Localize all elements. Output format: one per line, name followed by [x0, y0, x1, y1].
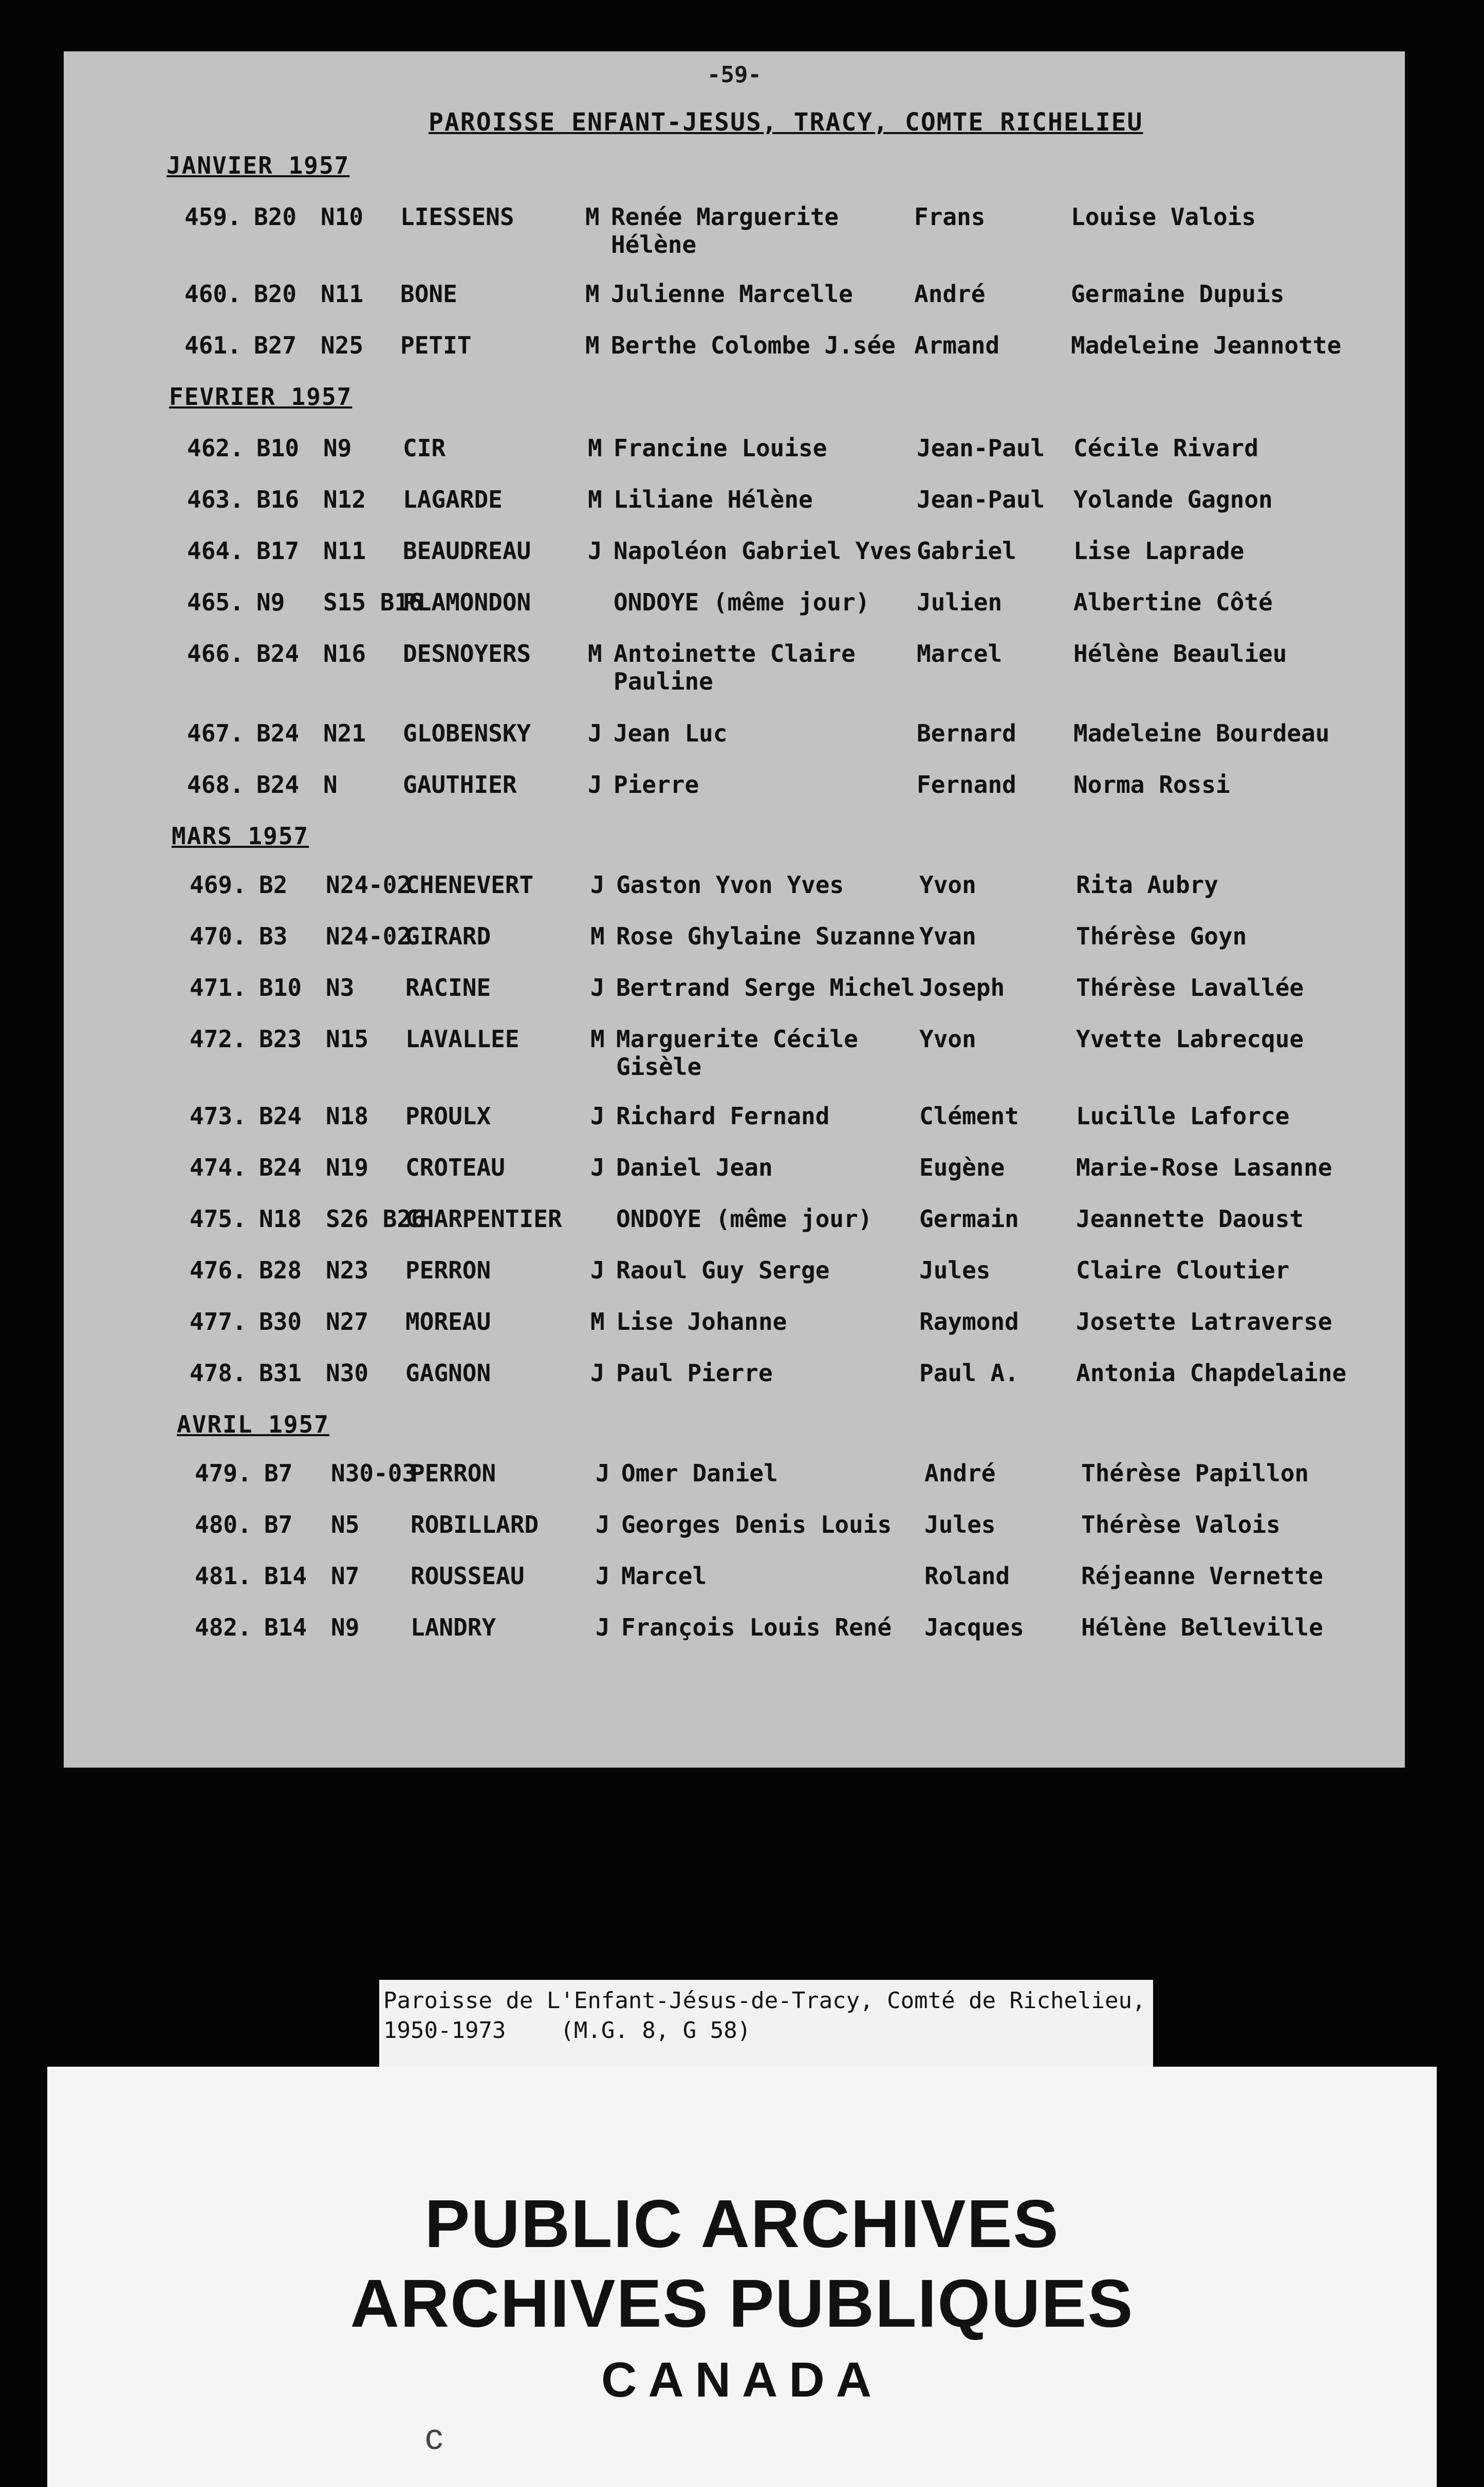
month-heading: FEVRIER 1957 [169, 383, 353, 411]
entry-sex: M [588, 486, 602, 513]
entry-num: 474. [190, 1154, 247, 1181]
entry-surname: CIR [403, 434, 446, 462]
entry-death: N11 [323, 537, 366, 565]
caption-parish: Paroisse de L'Enfant-Jésus-de-Tracy, Comté de Richelieu, [383, 1988, 1146, 2014]
entry-birth: B31 [259, 1359, 302, 1387]
entry-death: N [323, 771, 338, 799]
entry-num: 480. [195, 1511, 252, 1538]
entry-father: Eugène [919, 1154, 1005, 1181]
entry-sex: M [585, 203, 600, 231]
entry-first: Pierre [614, 771, 699, 799]
entry-father: Germain [919, 1205, 1019, 1233]
entry-death: N25 [321, 331, 364, 359]
entry-sex: J [596, 1613, 610, 1641]
page-number: -59- [707, 62, 762, 88]
entry-father: Jules [919, 1256, 991, 1284]
entry-first: Rose Ghylaine Suzanne [616, 922, 915, 950]
entry-first: Jean Luc [614, 719, 728, 747]
entry-father: Roland [924, 1562, 1010, 1590]
entry-sex: J [596, 1459, 610, 1487]
entry-surname: DESNOYERS [403, 640, 531, 667]
entry-birth: B7 [264, 1511, 293, 1538]
entry-death: N24-02 [326, 871, 412, 899]
register-row [190, 871, 1387, 926]
entry-mother: Norma Rossi [1073, 771, 1230, 799]
entry-surname: GAGNON [405, 1359, 491, 1387]
entry-first: ONDOYE (même jour) [614, 588, 870, 616]
entry-death: N18 [326, 1102, 369, 1130]
entry-first: Raoul Guy Serge [616, 1256, 830, 1284]
register-row [187, 719, 1384, 775]
entry-num: 469. [190, 871, 247, 899]
month-heading: JANVIER 1957 [166, 152, 350, 179]
entry-sex: J [590, 1359, 605, 1387]
entry-surname: BEAUDREAU [403, 537, 531, 565]
entry-num: 475. [190, 1205, 247, 1233]
entry-father: Marcel [917, 640, 1003, 667]
entry-father: Raymond [919, 1308, 1019, 1335]
entry-father: Jules [924, 1511, 996, 1538]
entry-first: Berthe Colombe J.sée [611, 331, 896, 359]
stamp-line-archives-publiques: ARCHIVES PUBLIQUES [350, 2266, 1134, 2341]
entry-sex: M [588, 640, 602, 667]
entry-first: Marcel [621, 1562, 707, 1590]
entry-num: 462. [187, 434, 244, 462]
entry-father: Jacques [924, 1613, 1024, 1641]
entry-first: Georges Denis Louis [621, 1511, 892, 1538]
entry-sex: J [590, 1256, 605, 1284]
entry-first: François Louis René [621, 1613, 892, 1641]
entry-first: Francine Louise [614, 434, 827, 462]
entry-first: Renée Marguerite Hélène [611, 203, 839, 258]
entry-num: 461. [184, 331, 242, 359]
register-row [184, 331, 1382, 387]
entry-mother: Hélène Beaulieu [1073, 640, 1287, 667]
entry-surname: CHENEVERT [405, 871, 534, 899]
entry-father: Yvan [919, 922, 976, 950]
entry-death: N30-03 [331, 1459, 417, 1487]
entry-first: Gaston Yvon Yves [616, 871, 844, 899]
register-row [190, 1025, 1387, 1081]
entry-surname: MOREAU [405, 1308, 491, 1335]
entry-first: Lise Johanne [616, 1308, 787, 1335]
entry-father: Paul A. [919, 1359, 1019, 1387]
entry-mother: Josette Latraverse [1076, 1308, 1332, 1335]
entry-sex: J [588, 537, 602, 565]
entry-sex: J [596, 1562, 610, 1590]
caption-reference [383, 2016, 1149, 2046]
entry-num: 481. [195, 1562, 252, 1590]
entry-surname: LAVALLEE [405, 1025, 520, 1053]
entry-mother: Yolande Gagnon [1073, 486, 1273, 513]
entry-first: Daniel Jean [616, 1154, 773, 1181]
entry-mother: Madeleine Jeannotte [1071, 331, 1342, 359]
entry-mother: Cécile Rivard [1073, 434, 1259, 462]
entry-death: N10 [321, 203, 364, 231]
register-row [195, 1459, 1392, 1515]
register-row [190, 1205, 1387, 1260]
entry-num: 466. [187, 640, 244, 667]
entry-birth: B24 [259, 1102, 302, 1130]
entry-first: Marguerite Cécile Gisèle [616, 1025, 858, 1081]
entry-surname: GLOBENSKY [403, 719, 531, 747]
register-row [187, 486, 1384, 541]
entry-birth: B24 [259, 1154, 302, 1181]
register-row [190, 1102, 1387, 1158]
entry-birth: B16 [256, 486, 300, 513]
entry-death: N16 [323, 640, 366, 667]
entry-mother: Madeleine Bourdeau [1073, 719, 1330, 747]
entry-num: 460. [184, 280, 242, 308]
entry-birth: B28 [259, 1256, 302, 1284]
entry-death: N9 [331, 1613, 360, 1641]
register-row [187, 588, 1384, 644]
entry-death: N19 [326, 1154, 369, 1181]
entry-surname: GIRARD [405, 922, 491, 950]
entry-sex: M [590, 1025, 605, 1053]
entry-first: Antoinette Claire Pauline [614, 640, 856, 695]
entry-father: Jean-Paul [917, 434, 1045, 462]
entry-sex: J [596, 1511, 610, 1538]
entry-birth: B20 [254, 280, 297, 308]
caption-years: 1950-1973 [383, 2017, 506, 2044]
entry-num: 478. [190, 1359, 247, 1387]
stamp-pen-mark: c [425, 2417, 443, 2457]
entry-death: N15 [326, 1025, 369, 1053]
entry-sex: J [590, 1102, 605, 1130]
register-row [187, 640, 1384, 695]
entry-birth: B17 [256, 537, 300, 565]
register-row [190, 1256, 1387, 1312]
entry-surname: LIESSENS [400, 203, 514, 231]
entry-birth: B24 [256, 640, 300, 667]
entry-birth: B30 [259, 1308, 302, 1335]
entry-birth: B10 [259, 974, 302, 1001]
entry-num: 467. [187, 719, 244, 747]
entry-surname: PROULX [405, 1102, 491, 1130]
entry-sex: J [590, 974, 605, 1001]
entry-mother: Rita Aubry [1076, 871, 1218, 899]
entry-death: N27 [326, 1308, 369, 1335]
entry-birth: B7 [264, 1459, 293, 1487]
entry-birth: N9 [256, 588, 285, 616]
register-row [195, 1613, 1392, 1669]
register-row [184, 280, 1382, 336]
entry-sex: M [590, 1308, 605, 1335]
entry-surname: BONE [400, 280, 457, 308]
entry-birth: B24 [256, 771, 300, 799]
entry-num: 477. [190, 1308, 247, 1335]
entry-surname: CROTEAU [405, 1154, 505, 1181]
entry-mother: Jeannette Daoust [1076, 1205, 1304, 1233]
month-heading: AVRIL 1957 [177, 1410, 329, 1438]
entry-mother: Lucille Laforce [1076, 1102, 1290, 1130]
entry-death: N11 [321, 280, 364, 308]
entry-father: Gabriel [917, 537, 1016, 565]
entry-father: Frans [914, 203, 986, 231]
register-row [190, 1154, 1387, 1209]
entry-sex: M [585, 331, 600, 359]
entry-death: N12 [323, 486, 366, 513]
entry-mother: Germaine Dupuis [1071, 280, 1285, 308]
register-row [187, 771, 1384, 826]
entry-num: 465. [187, 588, 244, 616]
caption-ref: (M.G. 8, G 58) [560, 2017, 751, 2044]
entry-surname: LANDRY [411, 1613, 496, 1641]
entry-sex: J [590, 1154, 605, 1181]
entry-birth: B14 [264, 1613, 307, 1641]
register-row [190, 1359, 1387, 1415]
entry-surname: PERRON [411, 1459, 496, 1487]
register-row [187, 537, 1384, 592]
entry-death: N30 [326, 1359, 369, 1387]
entry-surname: ROBILLARD [411, 1511, 539, 1538]
entry-birth: B20 [254, 203, 297, 231]
entry-mother: Lise Laprade [1073, 537, 1245, 565]
entry-father: Yvon [919, 871, 976, 899]
entry-surname: RACINE [405, 974, 491, 1001]
entry-father: Yvon [919, 1025, 976, 1053]
register-row [195, 1562, 1392, 1618]
entry-father: Bernard [917, 719, 1016, 747]
entry-surname: ROUSSEAU [411, 1562, 525, 1590]
stamp-line-public-archives: PUBLIC ARCHIVES [424, 2186, 1060, 2261]
entry-mother: Yvette Labrecque [1076, 1025, 1304, 1053]
register-row [190, 922, 1387, 978]
entry-birth: B2 [259, 871, 288, 899]
entry-birth: B27 [254, 331, 297, 359]
entry-death: N3 [326, 974, 355, 1001]
entry-first: Bertrand Serge Michel [616, 974, 915, 1001]
entry-mother: Antonia Chapdelaine [1076, 1359, 1347, 1387]
entry-surname: PLAMONDON [403, 588, 531, 616]
entry-first: ONDOYE (même jour) [616, 1205, 873, 1233]
entry-death: N21 [323, 719, 366, 747]
entry-mother: Marie-Rose Lasanne [1076, 1154, 1332, 1181]
entry-birth: B24 [256, 719, 300, 747]
entry-first: Liliane Hélène [614, 486, 813, 513]
entry-first: Omer Daniel [621, 1459, 778, 1487]
entry-surname: LAGARDE [403, 486, 503, 513]
register-page [64, 51, 1405, 1768]
entry-mother: Thérèse Lavallée [1076, 974, 1304, 1001]
entry-death: N24-02 [326, 922, 412, 950]
entry-surname: CHARPENTIER [405, 1205, 562, 1233]
entry-num: 473. [190, 1102, 247, 1130]
month-heading: MARS 1957 [172, 822, 309, 850]
entry-num: 476. [190, 1256, 247, 1284]
entry-mother: Albertine Côté [1073, 588, 1273, 616]
entry-death: N9 [323, 434, 352, 462]
entry-sex: M [588, 434, 602, 462]
entry-mother: Thérèse Papillon [1081, 1459, 1309, 1487]
archive-caption [379, 1980, 1153, 2071]
entry-father: Armand [914, 331, 1000, 359]
entry-sex: M [585, 280, 600, 308]
entry-num: 471. [190, 974, 247, 1001]
entry-death: N5 [331, 1511, 360, 1538]
entry-father: Clément [919, 1102, 1019, 1130]
entry-birth: B23 [259, 1025, 302, 1053]
entry-sex: J [588, 771, 602, 799]
entry-num: 464. [187, 537, 244, 565]
entry-mother: Réjeanne Vernette [1081, 1562, 1323, 1590]
stamp-line-canada: CANADA [601, 2352, 883, 2407]
entry-num: 479. [195, 1459, 252, 1487]
entry-sex: M [590, 922, 605, 950]
entry-father: Julien [917, 588, 1003, 616]
entry-father: Fernand [917, 771, 1016, 799]
entry-surname: PERRON [405, 1256, 491, 1284]
entry-first: Julienne Marcelle [611, 280, 853, 308]
entry-surname: GAUTHIER [403, 771, 517, 799]
entry-death: N23 [326, 1256, 369, 1284]
entry-birth: N18 [259, 1205, 302, 1233]
entry-surname: PETIT [400, 331, 472, 359]
entry-first: Paul Pierre [616, 1359, 773, 1387]
entry-father: Joseph [919, 974, 1005, 1001]
page-title: PAROISSE ENFANT-JESUS, TRACY, COMTE RICHELIEU [429, 108, 1143, 137]
register-row [187, 434, 1384, 490]
register-row [195, 1511, 1392, 1566]
entry-mother: Claire Cloutier [1076, 1256, 1290, 1284]
entry-father: André [924, 1459, 996, 1487]
entry-death: S15 B16 [323, 588, 423, 616]
entry-first: Napoléon Gabriel Yves [614, 537, 913, 565]
entry-num: 468. [187, 771, 244, 799]
register-row [184, 203, 1382, 258]
entry-num: 470. [190, 922, 247, 950]
entry-birth: B3 [259, 922, 288, 950]
entry-father: André [914, 280, 986, 308]
entry-mother: Hélène Belleville [1081, 1613, 1323, 1641]
register-row [190, 1308, 1387, 1363]
entry-death: N7 [331, 1562, 360, 1590]
entry-first: Richard Fernand [616, 1102, 830, 1130]
entry-sex: J [590, 871, 605, 899]
entry-mother: Louise Valois [1071, 203, 1256, 231]
entry-mother: Thérèse Goyn [1076, 922, 1247, 950]
archives-stamp [47, 2067, 1437, 2487]
entry-mother: Thérèse Valois [1081, 1511, 1281, 1538]
entry-num: 482. [195, 1613, 252, 1641]
entry-birth: B10 [256, 434, 300, 462]
entry-birth: B14 [264, 1562, 307, 1590]
entry-num: 472. [190, 1025, 247, 1053]
entry-num: 459. [184, 203, 242, 231]
entry-death: S26 B26 [326, 1205, 425, 1233]
entry-father: Jean-Paul [917, 486, 1045, 513]
entry-num: 463. [187, 486, 244, 513]
entry-sex: J [588, 719, 602, 747]
register-row [190, 974, 1387, 1029]
